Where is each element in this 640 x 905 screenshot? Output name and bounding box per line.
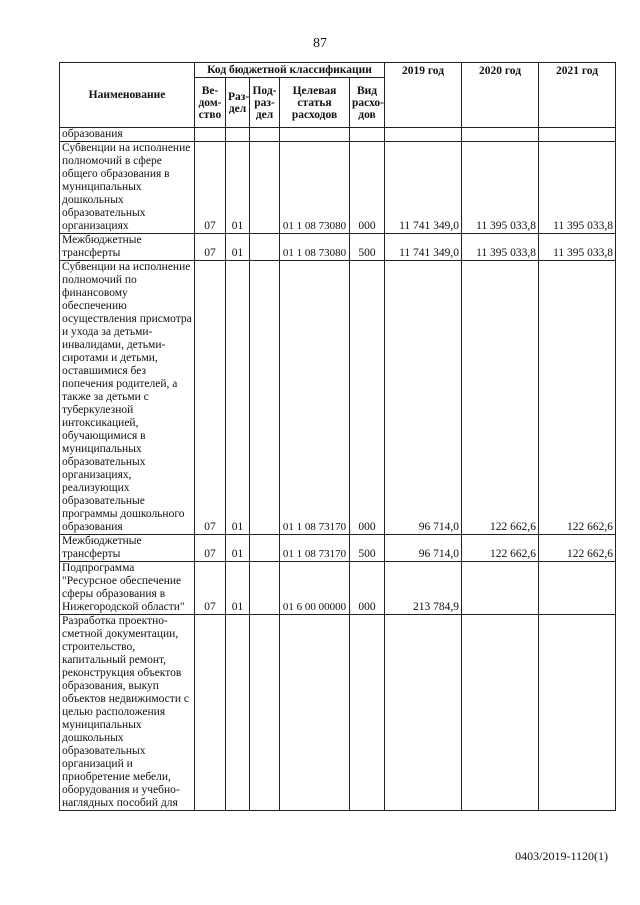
table-row [60, 128, 616, 142]
cell-vid: 500 [350, 535, 385, 562]
cell-ved [195, 615, 226, 811]
cell-podrazdel [250, 142, 280, 234]
header-podrazdel: Под- раз- дел [250, 78, 280, 128]
cell-y2020 [462, 128, 539, 142]
cell-y2019: 11 741 349,0 [385, 234, 462, 261]
header-vid: Вид расхо- дов [350, 78, 385, 128]
table-row [60, 142, 616, 234]
header-code-group: Код бюджетной классификации [195, 63, 385, 78]
cell-name: Разработка проектно-сметной документации, строительство, капитальный ремонт, реконструкция объектов образования, выкуп объектов недвижимости с целью расположения муниципальных дошкольных образовательных организаций и приобретение мебели, оборудования и учебно-наглядных пособий для [60, 615, 195, 811]
cell-y2019: 96 714,0 [385, 535, 462, 562]
cell-ved [195, 128, 226, 142]
cell-razdel: 01 [226, 261, 250, 535]
cell-y2021: 122 662,6 [539, 261, 616, 535]
cell-y2020: 11 395 033,8 [462, 142, 539, 234]
cell-y2020 [462, 615, 539, 811]
cell-y2019 [385, 615, 462, 811]
cell-podrazdel [250, 128, 280, 142]
cell-vid: 000 [350, 142, 385, 234]
cell-vid: 000 [350, 562, 385, 615]
cell-podrazdel [250, 535, 280, 562]
cell-y2019: 96 714,0 [385, 261, 462, 535]
cell-vid [350, 128, 385, 142]
cell-vid: 500 [350, 234, 385, 261]
page-number: 87 [313, 36, 327, 51]
cell-article: 01 1 08 73170 [280, 535, 350, 562]
header-article: Целевая статья расходов [280, 78, 350, 128]
table-row [60, 615, 616, 811]
header-2021: 2021 год [539, 63, 616, 128]
cell-razdel: 01 [226, 142, 250, 234]
cell-y2021: 122 662,6 [539, 535, 616, 562]
cell-y2019: 213 784,9 [385, 562, 462, 615]
cell-y2021: 11 395 033,8 [539, 142, 616, 234]
cell-ved: 07 [195, 562, 226, 615]
header-razdel: Раз- дел [226, 78, 250, 128]
cell-razdel: 01 [226, 562, 250, 615]
table-row [60, 234, 616, 261]
header-name: Наименование [60, 63, 195, 128]
cell-name: Субвенции на исполнение полномочий в сфере общего образования в муниципальных дошкольных образовательных организациях [60, 142, 195, 234]
cell-y2021: 11 395 033,8 [539, 234, 616, 261]
cell-y2019 [385, 128, 462, 142]
cell-y2020: 11 395 033,8 [462, 234, 539, 261]
cell-article: 01 6 00 00000 [280, 562, 350, 615]
cell-y2021 [539, 128, 616, 142]
cell-ved: 07 [195, 142, 226, 234]
cell-y2021 [539, 615, 616, 811]
cell-podrazdel [250, 615, 280, 811]
cell-y2021 [539, 562, 616, 615]
cell-podrazdel [250, 261, 280, 535]
header-row-top [60, 63, 616, 78]
header-2019: 2019 год [385, 63, 462, 128]
footer-document-code: 0403/2019-1120(1) [515, 849, 608, 863]
cell-y2020: 122 662,6 [462, 535, 539, 562]
cell-ved: 07 [195, 234, 226, 261]
cell-razdel: 01 [226, 234, 250, 261]
cell-name: Подпрограмма "Ресурсное обеспечение сферы образования в Нижегородской области" [60, 562, 195, 615]
cell-y2020 [462, 562, 539, 615]
cell-vid [350, 615, 385, 811]
cell-razdel [226, 128, 250, 142]
table-row [60, 535, 616, 562]
cell-article: 01 1 08 73080 [280, 142, 350, 234]
budget-table [59, 62, 616, 811]
header-ved: Ве- дом- ство [195, 78, 226, 128]
cell-name: образования [60, 128, 195, 142]
cell-article [280, 615, 350, 811]
cell-vid: 000 [350, 261, 385, 535]
cell-name: Межбюджетные трансферты [60, 234, 195, 261]
cell-razdel: 01 [226, 535, 250, 562]
cell-name: Межбюджетные трансферты [60, 535, 195, 562]
cell-ved: 07 [195, 535, 226, 562]
cell-article: 01 1 08 73170 [280, 261, 350, 535]
cell-ved: 07 [195, 261, 226, 535]
cell-y2019: 11 741 349,0 [385, 142, 462, 234]
cell-article [280, 128, 350, 142]
cell-name: Субвенции на исполнение полномочий по финансовому обеспечению осуществления присмотра и ухода за детьми-инвалидами, детьми-сиротами и детьми, оставшимися без попечения родителей, а также за детьми с туберкулезной интоксикацией, обучающимися в муниципальных образовательных организациях, реализующих образовательные программы дошкольного образования [60, 261, 195, 535]
cell-podrazdel [250, 562, 280, 615]
cell-razdel [226, 615, 250, 811]
header-2020: 2020 год [462, 63, 539, 128]
cell-podrazdel [250, 234, 280, 261]
table-row [60, 261, 616, 535]
table-row [60, 562, 616, 615]
cell-y2020: 122 662,6 [462, 261, 539, 535]
cell-article: 01 1 08 73080 [280, 234, 350, 261]
